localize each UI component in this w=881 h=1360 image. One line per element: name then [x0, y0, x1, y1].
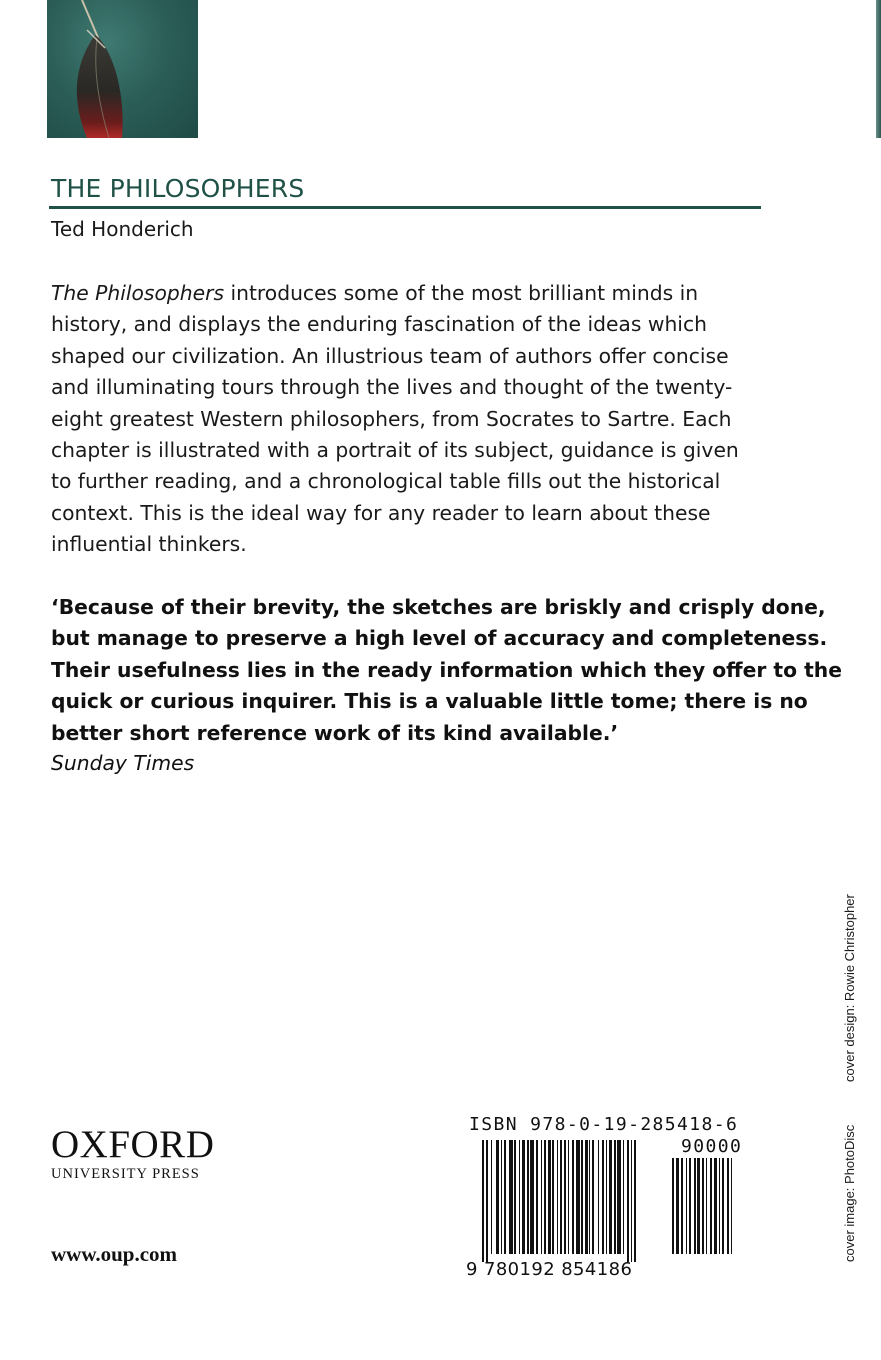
- description-line: context. This is the ideal way for any reader to learn about these: [51, 500, 711, 525]
- description-line: [51, 278, 763, 309]
- spine-edge: [876, 0, 881, 138]
- cover-design-credit: cover design: Rowie Christopher: [842, 894, 857, 1082]
- review-line: quick or curious inquirer. This is a valuable little tome; there is no: [51, 689, 808, 714]
- publisher-subtitle: UNIVERSITY PRESS: [51, 1166, 200, 1182]
- price-code: 90000: [681, 1136, 743, 1157]
- description-line: history, and displays the enduring fascination of the ideas which: [51, 312, 707, 337]
- publisher-name: OXFORD: [51, 1123, 215, 1166]
- description-line: influential thinkers.: [51, 532, 247, 557]
- description-line: chapter is illustrated with a portrait of its subject, guidance is given: [51, 438, 739, 463]
- title-divider: [49, 206, 761, 209]
- description-line-rest: introduces some of the most brilliant minds in: [224, 281, 699, 305]
- review-line: better short reference work of its kind available.’: [51, 720, 619, 745]
- cover-photo-feather: [47, 0, 198, 138]
- review-line: but manage to preserve a high level of accuracy and completeness.: [51, 626, 828, 651]
- review-quote: [51, 592, 842, 749]
- book-author: Ted Honderich: [51, 217, 194, 241]
- review-line: Their usefulness lies in the ready information which they offer to the: [51, 657, 842, 682]
- cover-image-credit: cover image: PhotoDisc: [842, 1124, 857, 1262]
- review-source: Sunday Times: [51, 751, 195, 775]
- barcode-icon: [482, 1140, 655, 1262]
- book-description: [51, 278, 763, 561]
- description-line: and illuminating tours through the lives and thought of the twenty-: [51, 375, 733, 400]
- isbn-label: ISBN 978-0-19-285418-6: [469, 1114, 739, 1135]
- description-line: to further reading, and a chronological table fills out the historical: [51, 469, 721, 494]
- description-line: shaped our civilization. An illustrious team of authors offer concise: [51, 343, 729, 368]
- review-line: ‘Because of their brevity, the sketches are briskly and crisply done,: [51, 595, 826, 619]
- publisher-website: www.oup.com: [51, 1242, 178, 1266]
- book-title: THE PHILOSOPHERS: [51, 174, 305, 203]
- description-title-italic: The Philosophers: [51, 281, 225, 305]
- description-line: eight greatest Western philosophers, from Socrates to Sartre. Each: [51, 406, 732, 431]
- barcode-digits: 9 780192 854186: [466, 1259, 633, 1280]
- publisher-logo: [51, 1125, 233, 1183]
- barcode-addon-icon: [672, 1158, 760, 1262]
